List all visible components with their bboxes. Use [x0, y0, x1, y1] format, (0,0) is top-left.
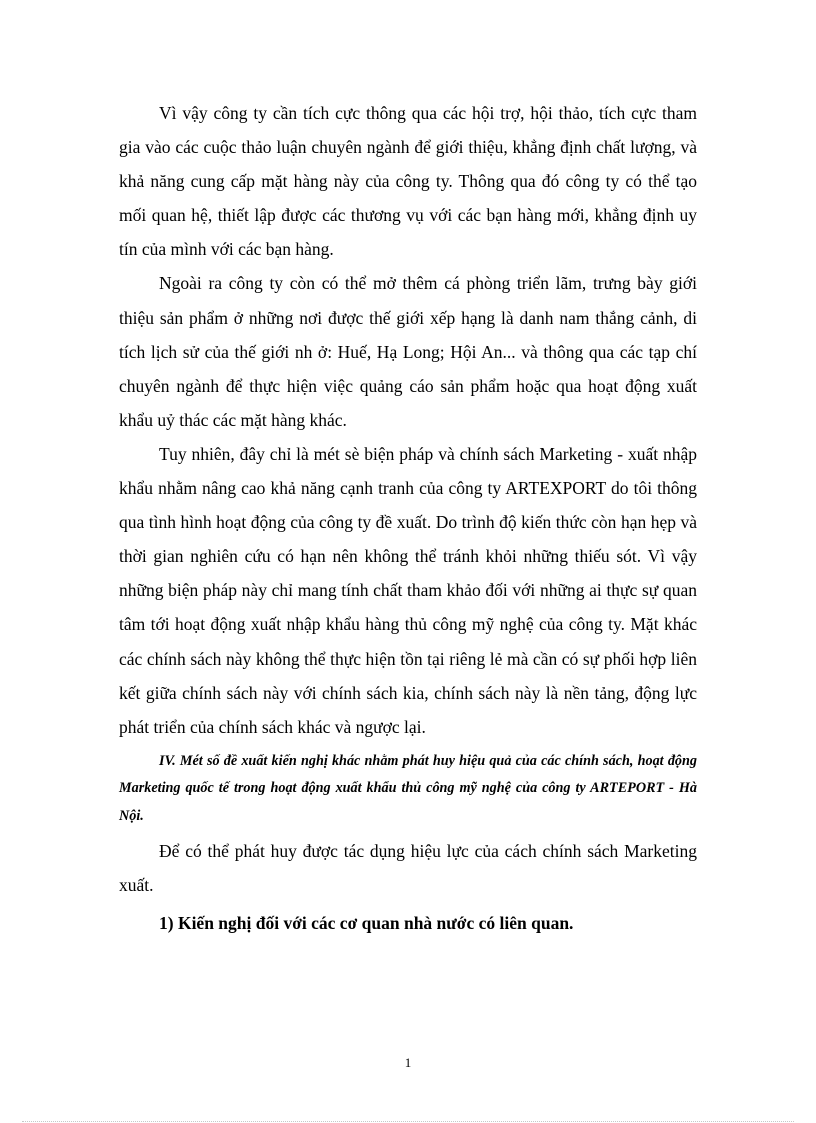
page-number: 1 [404, 1055, 412, 1070]
paragraph-intro-recommendations: Để có thể phát huy được tác dụng hiệu lực của cách chính sách Marketing xuất. [119, 841, 697, 896]
document-body [119, 96, 697, 940]
paragraph-conclusion: Tuy nhiên, đây chỉ là mét sè biện pháp và chính sách Marketing - xuất nhập khẩu nhằm nâng cao khả năng cạnh tranh của công ty ARTEXPORT do tôi thông qua tình hình hoạt động của công ty đề xuất. Do trình độ kiến thức còn hạn hẹp và thời gian nghiên cứu có hạn nên không thể tránh khỏi những thiếu sót. Vì vậy những biện pháp này chỉ mang tính chất tham khảo đối với những ai thực sự quan tâm tới hoạt động xuất nhập khẩu hàng thủ công mỹ nghệ của công ty. Mặt khác các chính sách này không thể thực hiện tồn tại riêng lẻ mà cần có sự phối hợp liên kết giữa chính sách này với chính sách kia, chính sách này là nền tảng, động lực phát triển của chính sách khác và ngược lại. [119, 443, 697, 737]
paragraph-trade-fairs: Vì vậy công ty cần tích cực thông qua các hội trợ, hội thảo, tích cực tham gia vào các cuộc thảo luận chuyên ngành để giới thiệu, khẳng định chất lượng, và khả năng cung cấp mặt hàng này của công ty. Thông qua đó công ty có thể tạo mối quan hệ, thiết lập được các thương vụ với các bạn hàng mới, khẳng định uy tín của mình với các bạn hàng. [119, 103, 697, 260]
page-edge-divider [22, 1121, 794, 1122]
paragraph-exhibitions: Ngoài ra công ty còn có thể mở thêm cá phòng triển lãm, trưng bày giới thiệu sản phẩm ở những nơi được thế giới xếp hạng là danh nam thắng cảnh, di tích lịch sử của thế giới nh ở: Huế, Hạ Long; Hội An... và thông qua các tạp chí chuyên ngành để thực hiện việc quảng cáo sản phẩm hoặc qua hoạt động xuất khẩu uỷ thác các mặt hàng khác. [119, 273, 697, 430]
subheading-1: 1) Kiến nghị đối với các cơ quan nhà nước có liên quan. [159, 913, 574, 934]
section-heading-iv: IV. Mét số đề xuất kiến nghị khác nhằm phát huy hiệu quả của các chính sách, hoạt động Marketing quốc tế trong hoạt động xuất khẩu thủ công mỹ nghệ của công ty ARTEPORT - Hà Nội. [119, 752, 697, 824]
